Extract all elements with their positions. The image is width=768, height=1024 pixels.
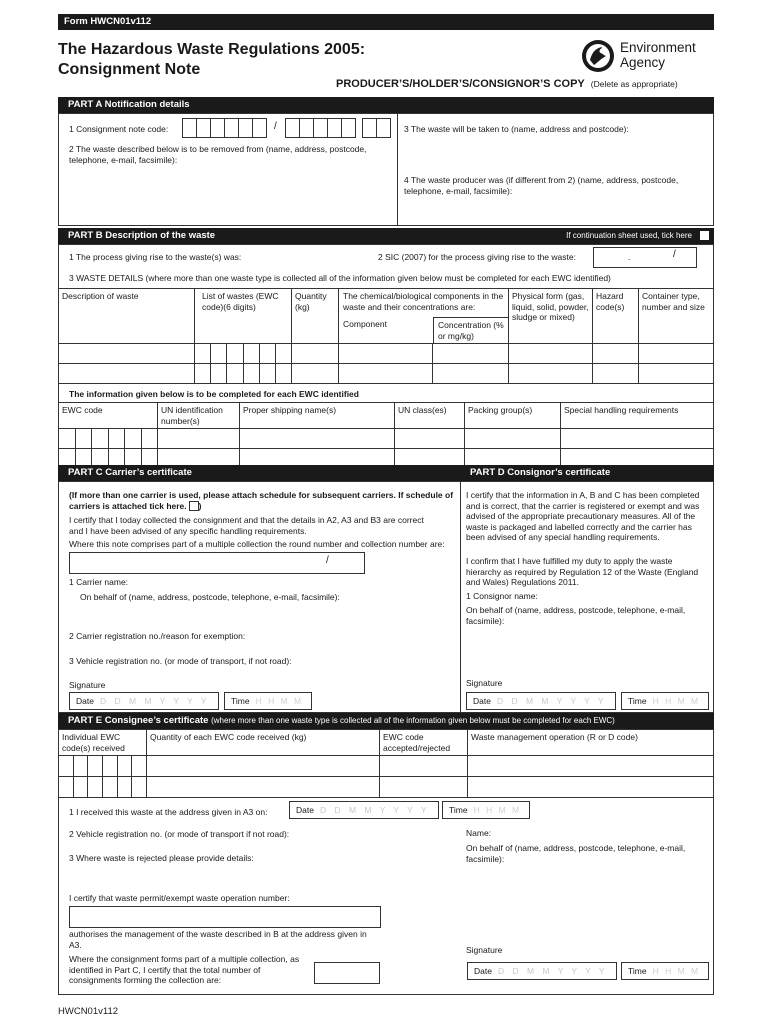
ewc-note: The information given below is to be completed for each EWC identified bbox=[69, 389, 359, 399]
carrier-date-label: Date bbox=[76, 696, 94, 706]
total-consignments-label: Where the consignment forms part of a multiple collection, as identified in Part C, I certify that the total number of consignments forming the collection are: bbox=[69, 954, 300, 985]
consignee-date-label: Date bbox=[474, 966, 492, 976]
col-accepted-label: EWC code accepted/rejected bbox=[383, 732, 451, 753]
col-quantity-received-label: Quantity of each EWC code received (kg) bbox=[150, 732, 307, 742]
removed-from-label: 2 The waste described below is to be removed from (name, address, postcode, telephone, e-mail, facsimile): bbox=[69, 144, 367, 165]
consignee-name-label: Name: bbox=[466, 828, 492, 838]
carrier-schedule-checkbox[interactable] bbox=[189, 501, 199, 511]
part-a-header bbox=[58, 97, 714, 113]
agency-name bbox=[620, 40, 696, 70]
carrier-time-label: Time bbox=[231, 696, 250, 706]
consignor-date-field[interactable] bbox=[466, 692, 616, 710]
carrier-on-behalf-label: On behalf of (name, address, postcode, telephone, e-mail, facsimile): bbox=[80, 592, 340, 602]
total-consignments-field[interactable] bbox=[314, 962, 380, 984]
environment-agency-logo bbox=[580, 38, 720, 74]
col-hazard-label: Hazard code(s) bbox=[596, 291, 625, 312]
consignment-code-slash: / bbox=[274, 121, 277, 132]
round-collection-slash: / bbox=[326, 555, 329, 566]
carrier-name-label: 1 Carrier name: bbox=[69, 577, 129, 587]
consignor-on-behalf-label: On behalf of (name, address, postcode, telephone, e-mail, facsimile): bbox=[466, 605, 686, 626]
agency-emblem-icon bbox=[580, 38, 616, 74]
multiple-collection-label: Where this note comprises part of a multiple collection the round number and collection number are: bbox=[69, 539, 445, 549]
page-title bbox=[58, 40, 388, 80]
ewc-details-table bbox=[58, 402, 714, 469]
col-individual-label: Individual EWC code(s) received bbox=[62, 732, 125, 753]
permit-label: I certify that waste permit/exempt waste operation number: bbox=[69, 893, 290, 903]
part-c-header bbox=[58, 465, 460, 481]
col-un-class bbox=[395, 403, 465, 429]
table-row[interactable] bbox=[59, 429, 714, 449]
col-un-class-label: UN class(es) bbox=[398, 405, 447, 415]
carrier-certify-text: I certify that I today collected the consignment and that the details in A2, A3 and B3 are correct and I have been advised of any specific handling requirements. bbox=[69, 515, 424, 536]
consignment-code-suffix-cells[interactable] bbox=[285, 118, 355, 138]
carrier-time-placeholder: H H M M bbox=[255, 696, 304, 706]
col-physical-label: Physical form (gas, liquid, solid, powder, sludge or mixed) bbox=[512, 291, 589, 322]
col-special bbox=[561, 403, 714, 429]
consignee-date-placeholder: D D M M Y Y Y Y bbox=[497, 966, 608, 976]
carrier-registration-label: 2 Carrier registration no./reason for exemption: bbox=[69, 631, 246, 641]
col-component-label: Component bbox=[343, 319, 387, 329]
table-row[interactable] bbox=[59, 364, 714, 384]
col-description-label: Description of waste bbox=[62, 291, 139, 301]
col-container bbox=[639, 289, 714, 344]
consignor-date-label: Date bbox=[473, 696, 491, 706]
footer-form-code: HWCN01v112 bbox=[58, 1006, 119, 1017]
part-e-note: (where more than one waste type is collected all of the information given below must be completed for each EWC) bbox=[211, 716, 615, 725]
round-collection-field[interactable] bbox=[69, 552, 365, 574]
sic-code-field[interactable] bbox=[593, 247, 697, 268]
consignee-time-field[interactable] bbox=[621, 962, 709, 980]
carrier-signature-label: Signature bbox=[69, 680, 106, 690]
carrier-schedule-close: ) bbox=[198, 500, 202, 511]
col-description bbox=[59, 289, 195, 344]
received-time-placeholder: H H M M bbox=[473, 805, 522, 815]
copy-label: PRODUCER’S/HOLDER’S/CONSIGNOR’S COPY bbox=[336, 78, 585, 90]
waste-hierarchy-text: I confirm that I have fulfilled my duty to apply the waste hierarchy as required by Regulation 12 of the Waste (England and Wales) Regulations 2011. bbox=[466, 556, 699, 587]
col-list-of-wastes bbox=[195, 289, 292, 344]
consignor-certify-text: I certify that the information in A, B and C has been completed and is correct, that the carrier is registered or exempt and was advised of the appropriate precautionary measures. All of the waste is packaged and labelled correctly and the carrier has been advised of any special handling requirements. bbox=[466, 490, 700, 542]
col-shipping bbox=[240, 403, 395, 429]
col-chemical bbox=[339, 289, 509, 344]
waste-details-table bbox=[58, 288, 714, 384]
part-b-title: PART B Description of the waste bbox=[68, 230, 216, 241]
agency-name-line-1: Environment bbox=[620, 40, 696, 55]
col-accepted-rejected bbox=[380, 730, 468, 756]
consignment-code-label: 1 Consignment note code: bbox=[69, 124, 169, 134]
col-container-label: Container type, number and size bbox=[642, 291, 705, 312]
consignee-time-label: Time bbox=[628, 966, 647, 976]
table-row[interactable] bbox=[59, 777, 714, 798]
form-tag: Form HWCN01v112 bbox=[58, 14, 714, 30]
col-packing-label: Packing group(s) bbox=[468, 405, 533, 415]
carrier-date-field[interactable] bbox=[69, 692, 219, 710]
table-row[interactable] bbox=[59, 756, 714, 777]
col-ewc-label: EWC code bbox=[62, 405, 103, 415]
copy-designation bbox=[336, 78, 678, 90]
continuation-checkbox[interactable] bbox=[699, 230, 710, 241]
title-line-2: Consignment Note bbox=[58, 61, 201, 78]
col-operation-label: Waste management operation (R or D code) bbox=[471, 732, 638, 742]
received-date-label: 1 I received this waste at the address given in A3 on: bbox=[69, 807, 268, 817]
waste-producer-label: 4 The waste producer was (if different from 2) (name, address, postcode, telephone, e-mail, facsimile): bbox=[404, 175, 679, 196]
sic-label: 2 SIC (2007) for the process giving rise to the waste: bbox=[378, 252, 576, 262]
process-label: 1 The process giving rise to the waste(s) was: bbox=[69, 252, 242, 262]
part-b-header bbox=[58, 228, 714, 244]
col-quantity-received bbox=[147, 730, 380, 756]
carrier-time-field[interactable] bbox=[224, 692, 312, 710]
received-date-text: Date bbox=[296, 805, 314, 815]
received-time-text: Time bbox=[449, 805, 468, 815]
authorises-text: authorises the management of the waste described in B at the address given in A3. bbox=[69, 929, 367, 950]
taken-to-label: 3 The waste will be taken to (name, address and postcode): bbox=[404, 124, 629, 134]
consignee-vehicle-label: 2 Vehicle registration no. (or mode of transport if not road): bbox=[69, 829, 290, 839]
consignor-name-label: 1 Consignor name: bbox=[466, 591, 538, 601]
consignment-code-extra-cells[interactable] bbox=[362, 118, 390, 138]
col-list-label: List of wastes (EWC code)(6 digits) bbox=[202, 291, 279, 312]
continuation-label: If continuation sheet used, tick here bbox=[566, 231, 692, 240]
part-cd-divider bbox=[460, 481, 461, 713]
received-date-placeholder: D D M M Y Y Y Y bbox=[319, 805, 430, 815]
col-quantity bbox=[292, 289, 339, 344]
carrier-date-placeholder: D D M M Y Y Y Y bbox=[99, 696, 210, 706]
sic-slash: / bbox=[673, 249, 676, 260]
consignor-time-placeholder: H H M M bbox=[652, 696, 701, 706]
col-un-id-label: UN identification number(s) bbox=[161, 405, 223, 426]
carrier-schedule-note bbox=[69, 490, 457, 511]
consignor-time-field[interactable] bbox=[621, 692, 709, 710]
col-chemical-label: The chemical/biological components in the waste and their concentrations are: bbox=[343, 291, 504, 312]
rejected-details-label: 3 Where waste is rejected please provide details: bbox=[69, 853, 254, 863]
agency-name-line-2: Agency bbox=[620, 55, 666, 70]
copy-note: (Delete as appropriate) bbox=[590, 79, 678, 89]
col-individual-ewc bbox=[59, 730, 147, 756]
consignee-time-placeholder: H H M M bbox=[652, 966, 701, 976]
col-concentration-label: Concentration (% or mg/kg) bbox=[433, 317, 508, 343]
part-c-title: PART C Carrier’s certificate bbox=[68, 467, 192, 478]
part-d-header bbox=[460, 465, 714, 481]
part-e-title: PART E Consignee’s certificate bbox=[68, 715, 209, 726]
received-time-field[interactable] bbox=[442, 801, 530, 819]
col-special-label: Special handling requirements bbox=[564, 405, 679, 415]
permit-number-field[interactable] bbox=[69, 906, 381, 928]
col-ewc-code bbox=[59, 403, 158, 429]
part-a-divider bbox=[397, 113, 398, 226]
table-row[interactable] bbox=[59, 344, 714, 364]
consignee-date-field[interactable] bbox=[467, 962, 617, 980]
col-hazard bbox=[593, 289, 639, 344]
consignee-signature-label: Signature bbox=[466, 945, 503, 955]
part-a-title: PART A Notification details bbox=[68, 99, 190, 110]
col-shipping-label: Proper shipping name(s) bbox=[243, 405, 337, 415]
col-operation bbox=[468, 730, 714, 756]
consignor-time-label: Time bbox=[628, 696, 647, 706]
part-d-title: PART D Consignor’s certificate bbox=[470, 467, 611, 478]
received-date-field[interactable] bbox=[289, 801, 439, 819]
consignee-table bbox=[58, 729, 714, 798]
part-e-header bbox=[58, 713, 714, 729]
col-packing bbox=[465, 403, 561, 429]
title-line-1: The Hazardous Waste Regulations 2005: bbox=[58, 41, 366, 58]
col-un-id bbox=[158, 403, 240, 429]
consignor-date-placeholder: D D M M Y Y Y Y bbox=[496, 696, 607, 706]
carrier-schedule-text: (If more than one carrier is used, please attach schedule for subsequent carriers. If schedule of carriers is attached tick here. bbox=[69, 490, 454, 511]
col-quantity-label: Quantity (kg) bbox=[295, 291, 327, 312]
waste-details-label: 3 WASTE DETAILS (where more than one waste type is collected all of the information given below must be completed for each EWC identified) bbox=[69, 273, 611, 283]
consignment-code-prefix-cells[interactable] bbox=[182, 118, 266, 138]
vehicle-registration-label: 3 Vehicle registration no. (or mode of transport, if not road): bbox=[69, 656, 292, 666]
sic-dot: . bbox=[628, 252, 631, 262]
col-physical-form bbox=[509, 289, 593, 344]
consignee-on-behalf-label: On behalf of (name, address, postcode, telephone, e-mail, facsimile): bbox=[466, 843, 686, 864]
consignor-signature-label: Signature bbox=[466, 678, 503, 688]
